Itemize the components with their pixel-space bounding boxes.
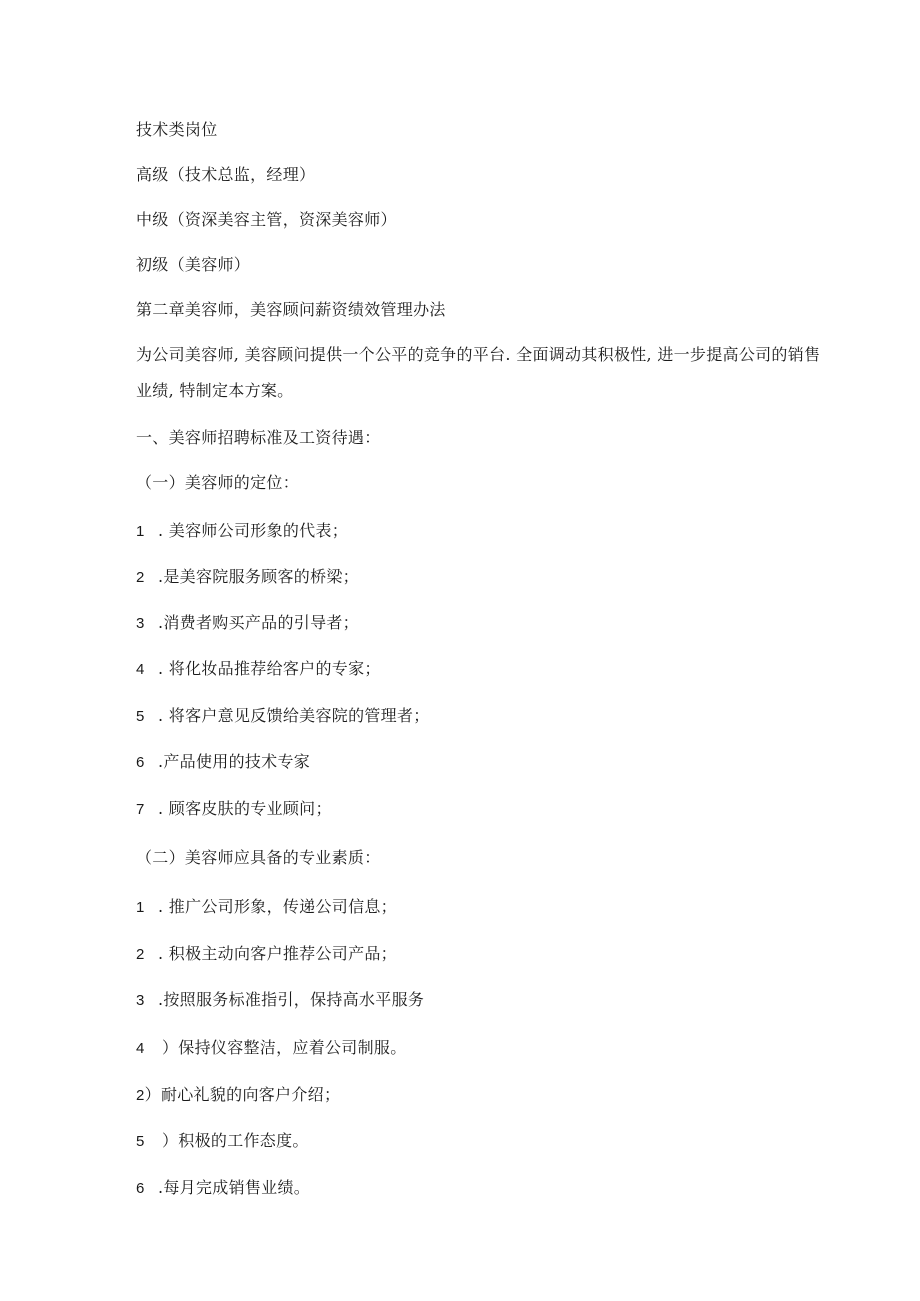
list-item bbox=[136, 990, 424, 1011]
list-item-text: ）保持仪容整洁，应着公司制服。 bbox=[162, 1038, 407, 1057]
list-item bbox=[136, 799, 332, 820]
list-item-number: 5 bbox=[136, 708, 145, 725]
list-item-text: .每月完成销售业绩。 bbox=[158, 1178, 311, 1197]
list-item bbox=[136, 752, 310, 773]
list-item-number: 3 bbox=[136, 992, 145, 1009]
list-item-number: 6 bbox=[136, 754, 145, 771]
subsection-two-heading: （二）美容师应具备的专业素质： bbox=[136, 848, 381, 867]
list-item-text: . 将化妆品推荐给客户的专家； bbox=[158, 659, 381, 678]
list-item-number: 2 bbox=[136, 946, 145, 963]
list-item-text: . 顾客皮肤的专业顾问； bbox=[158, 799, 332, 818]
intro-paragraph: 为公司美容师, 美容顾问提供一个公平的竞争的平台. 全面调动其积极性, 进一步提高公司的销售业绩, 特制定本方案。 bbox=[136, 345, 821, 400]
list-item bbox=[136, 567, 359, 588]
text-line-job-category: 技术类岗位 bbox=[136, 120, 218, 139]
list-item-number: 4 bbox=[136, 661, 145, 678]
list-item-text: ）积极的工作态度。 bbox=[162, 1131, 309, 1150]
list-item-number: 5 bbox=[136, 1133, 145, 1150]
list-item bbox=[136, 1178, 310, 1199]
list-item-number: 6 bbox=[136, 1180, 145, 1197]
list-item bbox=[136, 613, 359, 634]
list-item-number: 7 bbox=[136, 801, 145, 818]
list-item-text: .按照服务标准指引，保持高水平服务 bbox=[158, 990, 425, 1009]
list-item bbox=[136, 1131, 309, 1152]
list-item-text: .是美容院服务顾客的桥梁； bbox=[158, 567, 359, 586]
list-item bbox=[136, 521, 348, 542]
list-item-text: .消费者购买产品的引导者； bbox=[158, 613, 359, 632]
list-item-text: ）耐心礼貌的向客户介绍； bbox=[144, 1085, 341, 1104]
list-item-number: 3 bbox=[136, 615, 145, 632]
list-item-number: 1 bbox=[136, 523, 145, 540]
list-item-number: 1 bbox=[136, 899, 145, 916]
list-item-text: . 将客户意见反馈给美容院的管理者； bbox=[158, 706, 430, 725]
list-item bbox=[136, 1085, 340, 1106]
text-line-junior-level: 初级（美容师） bbox=[136, 255, 251, 274]
section-one-heading: 一、美容师招聘标准及工资待遇： bbox=[136, 428, 381, 447]
list-item-text: . 推广公司形象，传递公司信息； bbox=[158, 897, 397, 916]
list-item-text: . 美容师公司形象的代表； bbox=[158, 521, 349, 540]
list-item bbox=[136, 659, 381, 680]
list-item bbox=[136, 1038, 407, 1059]
subsection-one-heading: （一）美容师的定位： bbox=[136, 473, 300, 492]
list-item-text: . 积极主动向客户推荐公司产品； bbox=[158, 944, 397, 963]
list-item bbox=[136, 897, 397, 918]
chapter-two-heading: 第二章美容师，美容顾问薪资绩效管理办法 bbox=[136, 300, 446, 319]
list-item-number: 4 bbox=[136, 1040, 145, 1057]
list-item-number: 2 bbox=[136, 569, 145, 586]
text-line-middle-level: 中级（资深美容主管，资深美容师） bbox=[136, 210, 397, 229]
text-line-senior-level: 高级（技术总监，经理） bbox=[136, 165, 316, 184]
list-item-text: .产品使用的技术专家 bbox=[158, 752, 311, 771]
list-item-number: 2 bbox=[136, 1087, 145, 1104]
list-item bbox=[136, 706, 430, 727]
list-item bbox=[136, 944, 397, 965]
